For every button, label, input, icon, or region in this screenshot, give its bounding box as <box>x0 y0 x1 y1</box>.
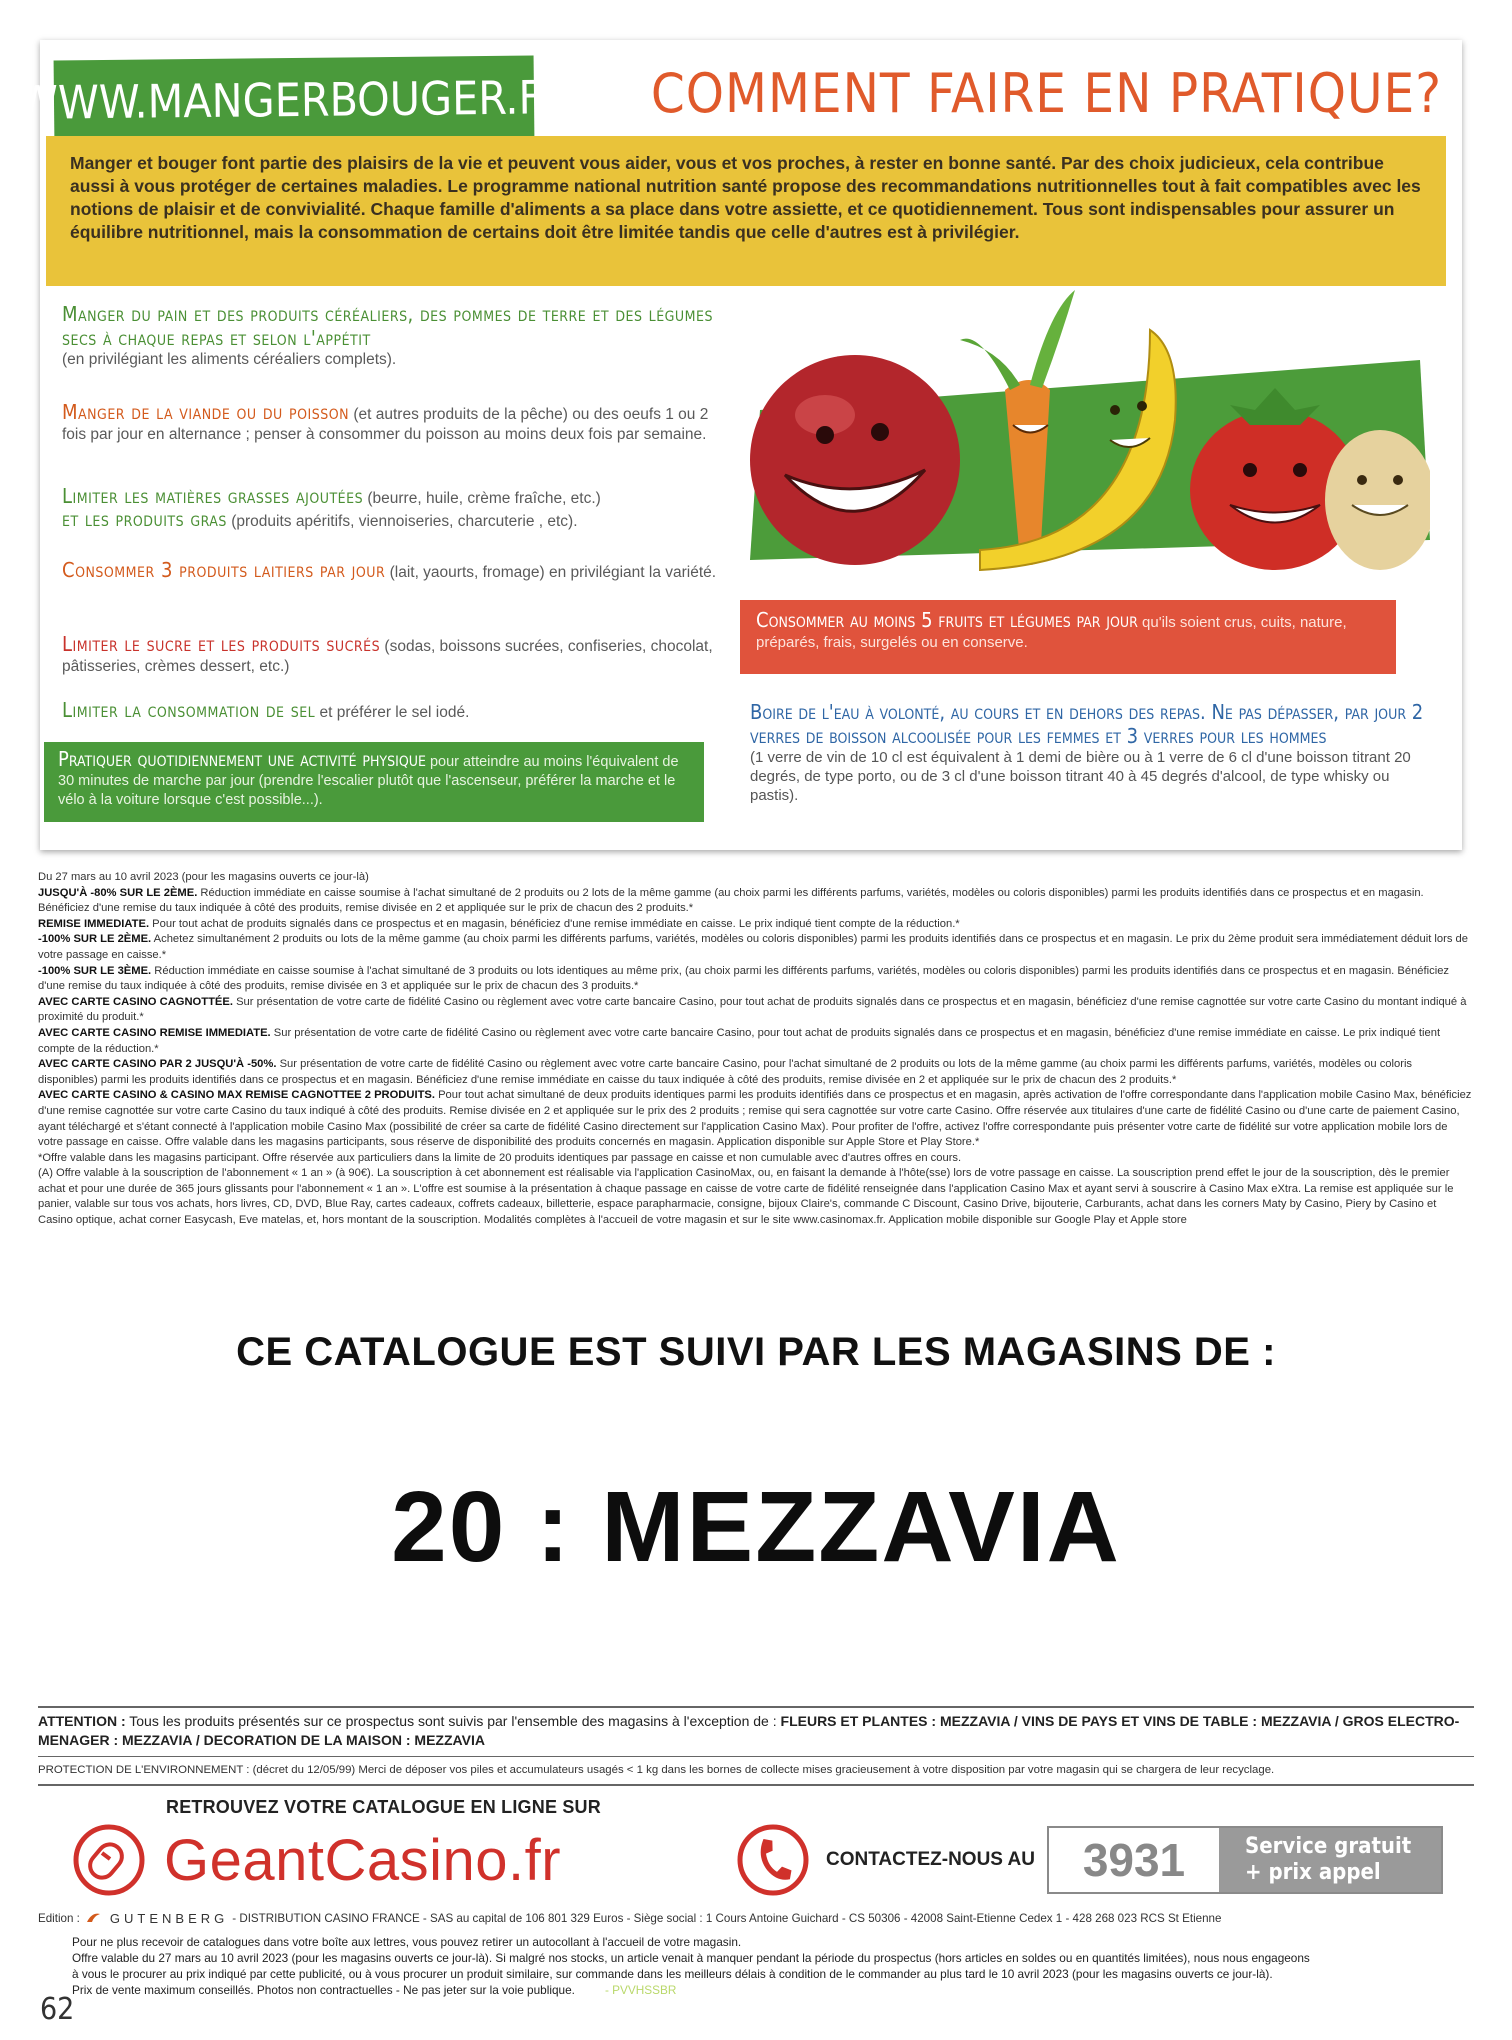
legal-paragraph: -100% SUR LE 2ÈME. Achetez simultanément 2 produits ou lots de la même gamme (au choix parmi les différents parfums, variétés, modèles ou coloris disponibles) parmi les produits identifiés dans ce prospectus et en magasin. Le prix du 2ème produit sera immédiatement déduit lors de votre passage en caisse.* <box>38 933 1469 961</box>
legal-paragraph: Du 27 mars au 10 avril 2023 (pour les magasins ouverts ce jour-là) <box>38 871 369 883</box>
legal-paragraph: REMISE IMMEDIATE. Pour tout achat de produits signalés dans ce prospectus et en magasin, bénéficiez d'une remise immédiate en caisse. Le prix indiqué tient compte de la réduction.* <box>38 917 960 930</box>
gutenberg-logo-icon <box>84 1910 104 1926</box>
recommendation-text: (lait, yaourts, fromage) en privilégiant la variété. <box>389 564 717 581</box>
recommendation-heading: Limiter les matières grasses ajoutées <box>62 484 364 508</box>
legal-conditions <box>38 870 1474 1229</box>
edition-label: Edition : <box>38 1911 80 1925</box>
legal-paragraph: JUSQU'À -80% SUR LE 2ÈME. Réduction immédiate en caisse soumise à l'achat simultané de 2 produits ou 2 lots de la même gamme (au choix parmi les différents parfums, variétés, modèles ou coloris disponibles) parmi les produits identifiés dans ce prospectus et en magasin. Bénéficiez d'une remise du taux indiquée à côté des produits, remise divisée en 2 et appliquée sur le prix de chacun des 2 produits.* <box>38 886 1424 915</box>
recommendation-salt <box>62 700 722 723</box>
store-name: 20 : MEZZAVIA <box>391 1471 1121 1583</box>
recommendation-heading: Manger de la viande ou du poisson <box>62 400 350 424</box>
attention-notice: ATTENTION : Tous les produits présentés sur ce prospectus sont suivis par l'ensemble des magasins à l'exception de : FLEURS ET PLANTES : MEZZAVIA / VINS DE PAYS ET VINS DE TABLE : MEZZAVIA / GROS ELECTRO-MENAGER : MEZZAVIA / DECORATION DE LA MAISON : MEZZAVIA <box>38 1713 1460 1748</box>
water-heading: Boire de l'eau à volonté, au cours et en dehors des repas. Ne pas dépasser, par jour 2 verres de boisson alcoolisée pour les femmes et 3 verres pour les hommes <box>750 700 1424 748</box>
phone-number-box[interactable] <box>1047 1826 1443 1894</box>
contact-block <box>736 1820 1443 1900</box>
mouse-icon <box>72 1823 146 1897</box>
recommendation-heading: Manger du pain et des produits céréaliers, des pommes de terre et des légumes secs à chaque repas et selon l'appétit <box>62 302 713 350</box>
mangerbouger-url[interactable]: WWW.MANGERBOUGER.FR <box>54 55 535 144</box>
recommendation-heading: Limiter le sucre et les produits sucrés <box>62 632 381 656</box>
nutrition-panel <box>16 40 1462 850</box>
recommendation-text: (sodas, boissons sucrées, confiseries, chocolat, pâtisseries, crèmes dessert, etc.) <box>62 638 713 675</box>
recommendation-text: (beurre, huile, crème fraîche, etc.) <box>367 490 601 507</box>
recommendation-heading: Consommer 3 produits laitiers par jour <box>62 558 386 582</box>
note-line: à vous le procurer au prix indiqué par cette publicité, ou à vous procurer un produit similaire, sur commande dans les meilleurs délais à condition de le commander au plus tard le 10 avril 2023 (pour les magasins ouverts ce jour-là). <box>72 1967 1273 1981</box>
catalogue-code: - PVVHSSBR <box>604 1983 677 1997</box>
note-line: Prix de vente maximum conseillés. Photos non contractuelles - Ne pas jeter sur la voie publique. - PVVHSSBR <box>72 1983 677 1997</box>
recommendation-meat <box>62 402 722 445</box>
activity-text: pour atteindre au moins l'équivalent de 30 minutes de marche par jour (prendre l'escalier plutôt que l'ascenseur, préférer la marche et le vélo à la voiture lorsque c'est possible...). <box>58 754 679 808</box>
recommendation-fat <box>62 486 722 532</box>
page-number: 62 <box>40 1992 75 2027</box>
recommendation-bread <box>62 302 722 370</box>
recommendation-heading: Limiter la consommation de sel <box>62 698 316 722</box>
panel-title: COMMENT FAIRE EN PRATIQUE? <box>650 62 1442 125</box>
edition-text: - DISTRIBUTION CASINO FRANCE - SAS au capital de 106 801 329 Euros - Siège social : 1 Cours Antoine Guichard - CS 50306 - 42008 Saint-Etienne Cedex 1 - 428 268 023 RCS St Etienne <box>232 1911 1222 1925</box>
site-name: GeantCasino.fr <box>164 1827 562 1893</box>
divider <box>38 1784 1474 1786</box>
service-note <box>1219 1828 1441 1892</box>
gutenberg-name: GUTENBERG <box>109 1910 229 1926</box>
recommendation-heading-2: et les produits gras <box>62 507 227 531</box>
catalogue-online-label: RETROUVEZ VOTRE CATALOGUE EN LIGNE SUR <box>166 1797 601 1817</box>
water-recommendation <box>750 700 1440 805</box>
recommendation-sugar <box>62 634 722 677</box>
recommendation-text-2: (produits apéritifs, viennoiseries, charcuterie , etc). <box>231 513 578 530</box>
environment-notice: PROTECTION DE L'ENVIRONNEMENT : (décret du 12/05/99) Merci de déposer vos piles et accumulateurs usagés < 1 kg dans les bornes de collecte mises gracieusement à votre disposition par votre magasin qui se chargera de leur recyclage. <box>38 1764 1275 1776</box>
note-line: Pour ne plus recevoir de catalogues dans votre boîte aux lettres, vous pouvez retirer un autocollant à l'accueil de votre magasin. <box>72 1935 742 1949</box>
stores-heading: CE CATALOGUE EST SUIVI PAR LES MAGASINS DE : <box>236 1330 1276 1374</box>
service-note-line2: + prix appel <box>1244 1860 1381 1885</box>
divider <box>38 1706 1474 1708</box>
legal-paragraph: AVEC CARTE CASINO & CASINO MAX REMISE CAGNOTTEE 2 PRODUITS. Pour tout achat simultané de deux produits identiques parmi les produits identifiés dans ce prospectus et en magasin, après activation de l'offre correspondante dans l'application mobile Casino Max, bénéficiez d'une remise cagnottée sur votre carte Casino du taux indiqué à côté des produits. Remise divisée en 2 et appliquée sur le prix des 2 produits ; remise qui sera cagnottée sur votre carte Casino. Offre réservée aux titulaires d'une carte de fidélité Casino ou d'une carte de paiement Casino, ayant téléchargé et s'étant connecté à l'application mobile Casino Max (possibilité de créer sa carte de fidélité Casino directement sur l'application Casino Max). Pour profiter de l'offre, activez l'offre correspondante puis présenter votre carte de fidélité sur votre application mobile lors de votre passage en caisse. Offre valable dans les magasins participants, sous réserve de disponibilité des produits concernés en magasin. Application disponible sur Apple Store et Play Store.* <box>38 1089 1472 1149</box>
legal-paragraph: AVEC CARTE CASINO PAR 2 JUSQU'À -50%. Sur présentation de votre carte de fidélité Casino ou règlement avec votre carte bancaire Casino, pour l'achat simultané de 2 produits ou lots de la même gamme (au choix parmi les différents parfums, variétés, modèles ou coloris disponibles) parmi les produits identifiés dans ce prospectus et en magasin. Bénéficiez d'une remise immédiate en caisse du taux indiquée à côté des produits, remise divisée en 2 et appliquée sur le prix de chacun des 2 produits.* <box>38 1058 1413 1086</box>
phone-icon <box>736 1823 810 1897</box>
recommendation-text: et préférer le sel iodé. <box>319 704 470 721</box>
fruits-heading: Consommer au moins 5 fruits et légumes par jour <box>756 608 1138 632</box>
water-text: (1 verre de vin de 10 cl est équivalent à 1 demi de bière ou à 1 verre de 6 cl d'une boisson titrant 20 degrés, de type porto, ou de 3 cl d'une boisson titrant 40 à 45 degrés d'alcool, de type whisky ou pastis). <box>750 749 1411 804</box>
geantcasino-link[interactable] <box>72 1820 561 1900</box>
recommendation-text: (et autres produits de la pêche) ou des oeufs 1 ou 2 fois par jour en alternance ; penser à consommer du poisson au moins deux fois par semaine. <box>62 406 709 443</box>
phone-number: 3931 <box>1049 1828 1219 1892</box>
legal-paragraph: (A) Offre valable à la souscription de l'abonnement « 1 an » (à 90€). La souscription à cet abonnement est réalisable via l'application CasinoMax, ou, en faisant la demande à l'hôte(sse) lors de votre passage en caisse. La souscription prend effet le jour de la souscription, dès le premier achat et pour une durée de 365 jours glissants pour l'abonnement « 1 an ». L'offre est soumise à la présentation à chaque passage en caisse de votre carte de fidélité renseignée dans l'application Casino Max et ayant servi à souscrire à Casino Max eXtra. La remise est appliquée sur le panier, valable sur tous vos achats, hors livres, CD, DVD, Blue Ray, cartes cadeaux, coffrets cadeaux, billetterie, espace parapharmacie, consigne, bijoux Claire's, commande C Discount, Casino Drive, bijouterie, Carburants, achat dans les corners Maty by Casino, Piery by Casino et Casino optique, achat corner Easycash, Eve matelas, et, hors montant de la souscription. Modalités complètes à l'accueil de votre magasin et sur le site www.casinomax.fr. Application mobile disponible sur Google Play et Apple store <box>38 1167 1454 1227</box>
fruits-box <box>740 600 1396 674</box>
bottom-notes <box>72 1934 1472 1998</box>
fruits-text: qu'ils soient crus, cuits, nature, préparés, frais, surgelés ou en conserve. <box>756 614 1347 651</box>
note-line: Offre valable du 27 mars au 10 avril 2023 (pour les magasins ouverts ce jour-là). Si malgré nos stocks, un article venait à manquer pendant la période du prospectus (hors articles en soldes ou en quantités limitées), nous nous engageons <box>72 1951 1310 1965</box>
edition-line <box>38 1910 1221 1926</box>
activity-box <box>44 742 704 822</box>
service-note-line1: Service gratuit <box>1244 1834 1412 1859</box>
legal-paragraph: AVEC CARTE CASINO REMISE IMMEDIATE. Sur présentation de votre carte de fidélité Casino ou règlement avec votre carte bancaire Casino, pour tout achat de produits signalés dans ce prospectus et en magasin, bénéficiez d'une remise immédiate en caisse. Le prix indiqué tient compte de la réduction.* <box>38 1026 1441 1055</box>
fruits-vegetables-illustration <box>730 290 1430 590</box>
legal-paragraph: *Offre valable dans les magasins participant. Offre réservée aux particuliers dans la limite de 20 produits identiques par passage en caisse et non cumulable avec d'autres offres en cours. <box>38 1151 962 1164</box>
contact-label: CONTACTEZ-NOUS AU <box>826 1849 1035 1870</box>
legal-paragraph: AVEC CARTE CASINO CAGNOTTÉE. Sur présentation de votre carte de fidélité Casino ou règlement avec votre carte bancaire Casino, pour tout achat de produits signalés dans ce prospectus et en magasin, bénéficiez d'une remise cagnottée sur votre carte Casino du montant indiqué à proximité du produit.* <box>38 995 1467 1024</box>
divider <box>38 1756 1474 1757</box>
activity-heading: Pratiquer quotidiennement une activité physique <box>58 747 426 771</box>
recommendation-text: (en privilégiant les aliments céréaliers complets). <box>62 351 397 368</box>
legal-paragraph: -100% SUR LE 3ÈME. Réduction immédiate en caisse soumise à l'achat simultané de 3 produits ou lots identiques au même prix, (au choix parmi les différents parfums, variétés, modèles ou coloris disponibles) parmi les produits identifiés dans ce prospectus et en magasin. Bénéficiez d'une remise du taux indiquée à côté des produits, remise divisée en 3 et appliquée sur le prix de chacun des 3 produits.* <box>38 964 1450 993</box>
intro-text: Manger et bouger font partie des plaisirs de la vie et peuvent vous aider, vous et vos proches, à rester en bonne santé. Par des choix judicieux, cela contribue aussi à vous protéger de certaines maladies. Le programme national nutrition santé propose des recommandations nutritionnelles tout à fait compatibles avec les notions de plaisir et de convivialité. Chaque famille d'aliments a sa place dans votre assiette, et ce quotidiennement. Tous sont indispensables pour assurer un équilibre nutritionnel, mais la consommation de certains doit être limitée tandis que celle d'autres est à privilégier. <box>46 136 1446 286</box>
recommendation-dairy <box>62 560 722 583</box>
